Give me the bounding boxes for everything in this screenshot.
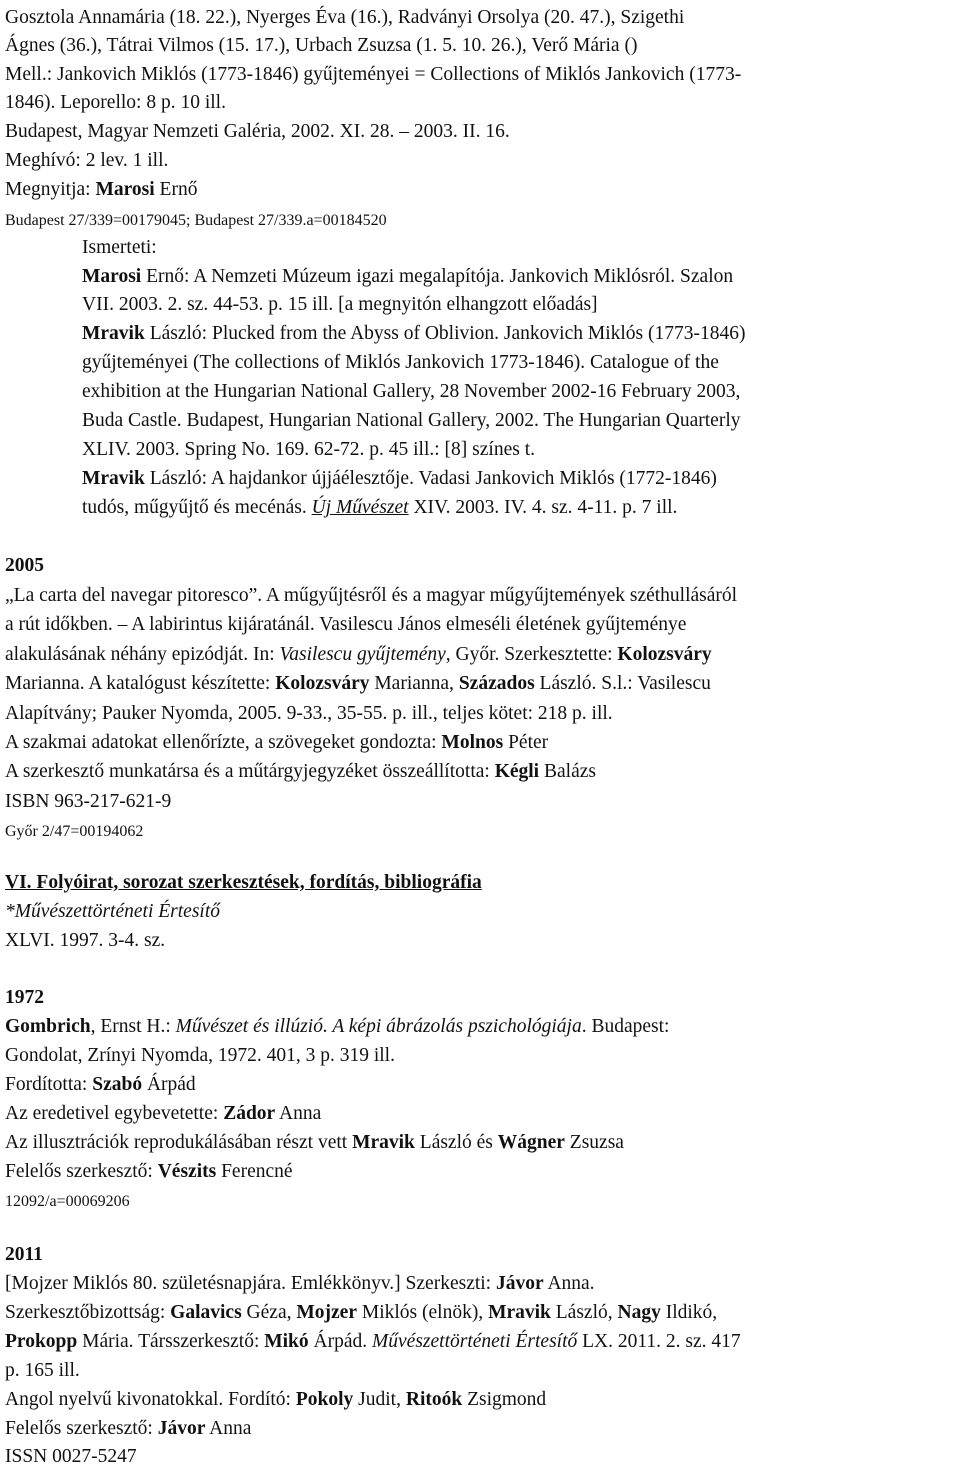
review-line-8: Mravik László: A hajdankor újjáélesztője. Vadasi Jankovich Miklós (1772-1846) [82,468,717,489]
publisher-line: Budapest, Magyar Nemzeti Galéria, 2002. XI. 28. – 2003. II. 16. [5,121,510,142]
section-heading: VI. Folyóirat, sorozat szerkesztések, fordítás, bibliográfia [5,872,482,893]
catalog-number-2005: Győr 2/47=00194062 [5,823,144,840]
entry-2011-line-5: Angol nyelvű kivonatokkal. Fordító: Pokoly Judit, Ritoók Zsigmond [5,1389,547,1410]
review-line-2: VII. 2003. 2. sz. 44-53. p. 15 ill. [a megnyitón elhangzott előadás] [82,294,598,315]
entry-1972-line-6: Felelős szerkesztő: Vészits Ferencné [5,1161,293,1182]
year-2005-heading: 2005 [5,555,44,576]
review-heading: Ismerteti: [82,237,157,258]
entry-1972-line-4: Az eredetivel egybevetette: Zádor Anna [5,1103,322,1124]
review-line-9: tudós, műgyűjtő és mecénás. Új Művészet XIV. 2003. IV. 4. sz. 4-11. p. 7 ill. [82,497,678,518]
contributors-line-1: Gosztola Annamária (18. 22.), Nyerges Éva (16.), Radványi Orsolya (20. 47.), Szigethi [5,7,685,28]
entry-2005-line-3: alakulásának néhány epizódját. In: Vasilescu gyűjtemény, Győr. Szerkesztette: Kolozsváry [5,644,712,665]
entry-2005-line-6: A szakmai adatokat ellenőrízte, a szövegeket gondozta: Molnos Péter [5,732,549,753]
year-2011-heading: 2011 [5,1244,43,1265]
review-line-7: XLIV. 2003. Spring No. 169. 62-72. p. 45 ill.: [8] színes t. [82,439,535,460]
entry-2005-line-4: Marianna. A katalógust készítette: Kolozsváry Marianna, Százados László. S.l.: Vasilescu [5,673,711,694]
review-line-3: Mravik László: Plucked from the Abyss of Oblivion. Jankovich Miklós (1773-1846) [82,323,746,344]
entry-2005-line-2: a rút időkben. – A labirintus kijáratánál. Vasilescu János elmeséli életének gyűjteménye [5,614,687,635]
journal-title: *Művészettörténeti Értesítő [5,901,220,922]
review-line-4: gyűjteményei (The collections of Miklós Jankovich 1773-1846). Catalogue of the [82,352,719,373]
journal-volume: XLVI. 1997. 3-4. sz. [5,930,166,951]
entry-2011-line-4: p. 165 ill. [5,1360,80,1381]
entry-2005-line-1: „La carta del navegar pitoresco”. A műgyűjtésről és a magyar műgyűjtemények széthullásáról [5,585,738,606]
catalog-number-1972: 12092/a=00069206 [5,1193,130,1210]
entry-2011-line-3: Prokopp Mária. Társszerkesztő: Mikó Árpád. Művészettörténeti Értesítő LX. 2011. 2. sz. 417 [5,1331,741,1352]
entry-2011-line-2: Szerkesztőbizottság: Galavics Géza, Mojzer Miklós (elnök), Mravik László, Nagy Ildikó, [5,1302,718,1323]
contributors-line-2: Ágnes (36.), Tátrai Vilmos (15. 17.), Urbach Zsuzsa (1. 5. 10. 26.), Verő Mária () [5,35,638,56]
opening-line: Megnyitja: Marosi Ernő [5,179,198,200]
leporello-line: 1846). Leporello: 8 p. 10 ill. [5,92,226,113]
supplement-line: Mell.: Jankovich Miklós (1773-1846) gyűjteményei = Collections of Miklós Jankovich (1773- [5,64,742,85]
invitation-line: Meghívó: 2 lev. 1 ill. [5,150,169,171]
entry-2005-line-5: Alapítvány; Pauker Nyomda, 2005. 9-33., 35-55. p. ill., teljes kötet: 218 p. ill. [5,703,613,724]
review-line-1: Marosi Ernő: A Nemzeti Múzeum igazi megalapítója. Jankovich Miklósról. Szalon [82,266,734,287]
entry-1972-line-3: Fordította: Szabó Árpád [5,1074,196,1095]
entry-2011-line-6: Felelős szerkesztő: Jávor Anna [5,1418,252,1439]
review-line-5: exhibition at the Hungarian National Gallery, 28 November 2002-16 February 2003, [82,381,741,402]
entry-1972-line-5: Az illusztrációk reprodukálásában részt vett Mravik László és Wágner Zsuzsa [5,1132,624,1153]
entry-2005-line-7: A szerkesztő munkatársa és a műtárgyjegyzéket összeállította: Kégli Balázs [5,761,596,782]
year-1972-heading: 1972 [5,987,44,1008]
catalog-number: Budapest 27/339=00179045; Budapest 27/339.a=00184520 [5,212,387,229]
isbn: ISBN 963-217-621-9 [5,791,172,812]
entry-1972-line-1: Gombrich, Ernst H.: Művészet és illúzió. A képi ábrázolás pszichológiája. Budapest: [5,1016,670,1037]
entry-1972-line-2: Gondolat, Zrínyi Nyomda, 1972. 401, 3 p. 319 ill. [5,1045,395,1066]
review-line-6: Buda Castle. Budapest, Hungarian National Gallery, 2002. The Hungarian Quarterly [82,410,741,431]
issn: ISSN 0027-5247 [5,1446,137,1467]
entry-2011-line-1: [Mojzer Miklós 80. születésnapjára. Emlékkönyv.] Szerkeszti: Jávor Anna. [5,1273,595,1294]
